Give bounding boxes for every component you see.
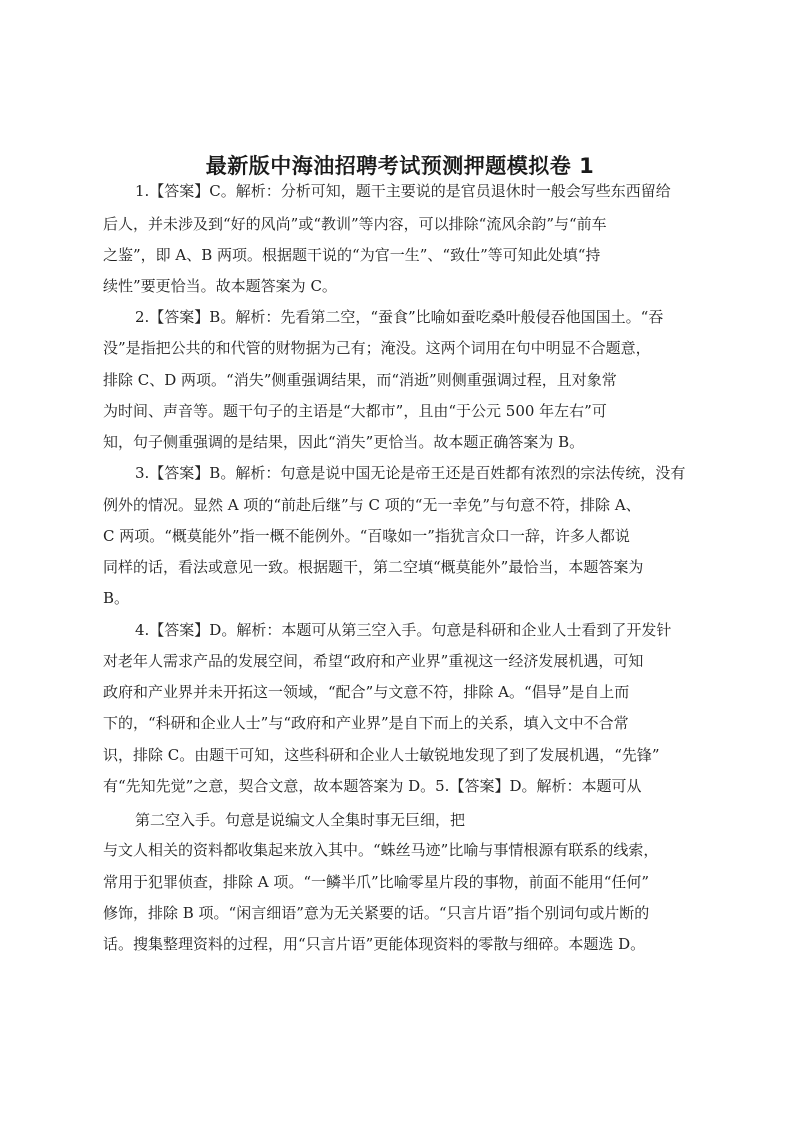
answer-3-line-2: 例外的情况。显然 A 项的“前赴后继”与 C 项的“无一幸免”与句意不符，排除 A、	[103, 496, 641, 514]
answer-2-line-2: 没”是指把公共的和代管的财物据为己有；淹没。这两个词用在句中明显不合题意，	[103, 339, 651, 357]
answer-5-line-4: 修饰，排除 B 项。“闲言细语”意为无关紧要的话。“只言片语”指个别词句或片断的	[103, 904, 650, 922]
answer-3-line-4: 同样的话，看法或意见一致。根据题干，第二空填“概莫能外”最恰当，本题答案为	[103, 558, 644, 576]
answer-1-line-1: 1.【答案】C。解析：分析可知，题干主要说的是官员退休时一般会写些东西留给	[135, 182, 671, 200]
answer-2-line-4: 为时间、声音等。题干句子的主语是“大都市”，且由“于公元 500 年左右”可	[103, 402, 607, 420]
answer-3-line-3: C 两项。“概莫能外”指一概不能例外。“百喙如一”指犹言众口一辞，许多人都说	[103, 527, 630, 545]
answer-2-line-5: 知，句子侧重强调的是结果，因此“消失”更恰当。故本题正确答案为 B。	[103, 433, 585, 451]
answer-1-line-4: 续性”要更恰当。故本题答案为 C。	[103, 277, 337, 295]
answer-3-line-1: 3.【答案】B。解析：句意是说中国无论是帝王还是百姓都有浓烈的宗法传统，没有	[135, 464, 686, 482]
answer-5-line-2: 与文人相关的资料都收集起来放入其中。“蛛丝马迹”比喻与事情根源有联系的线索，	[103, 841, 659, 859]
answer-3-line-5: B。	[103, 589, 130, 607]
answer-4-line-2: 对老年人需求产品的发展空间，希望“政府和产业界”重视这一经济发展机遇，可知	[103, 652, 644, 670]
document-title: 最新版中海油招聘考试预测押题模拟卷 1	[205, 154, 595, 178]
answer-2-line-3: 排除 C、D 两项。“消失”侧重强调结果，而“消逝”则侧重强调过程，且对象常	[103, 371, 617, 389]
answer-4-line-6: 有“先知先觉”之意，契合文意，故本题答案为 D。5.【答案】D。解析：本题可从	[103, 777, 642, 795]
answer-4-line-4: 下的，“科研和企业人士”与“政府和产业界”是自下而上的关系，填入文中不合常	[103, 714, 629, 732]
answer-1-line-3: 之鉴”，即 A、B 两项。根据题干说的“为官一生”、“致仕”等可知此处填“持	[103, 246, 601, 264]
answer-4-line-5: 识，排除 C。由题干可知，这些科研和企业人士敏锐地发现了到了发展机遇，“先锋”	[103, 746, 660, 764]
answer-4-line-3: 政府和产业界并未开拓这一领域，“配合”与文意不符，排除 A。“倡导”是自上而	[103, 683, 630, 701]
answer-5-line-3: 常用于犯罪侦查，排除 A 项。“一鳞半爪”比喻零星片段的事物，前面不能用“任何”	[103, 873, 650, 891]
answer-4-line-1: 4.【答案】D。解析：本题可从第三空入手。句意是科研和企业人士看到了开发针	[135, 621, 672, 639]
answer-5-line-1: 第二空入手。句意是说编文人全集时事无巨细，把	[135, 811, 466, 829]
answer-5-line-5: 话。搜集整理资料的过程，用“只言片语”更能体现资料的零散与细碎。本题选 D。	[103, 935, 646, 953]
answer-1-line-2: 后人，并未涉及到“好的风尚”或“教训”等内容，可以排除“流风余韵”与“前车	[103, 215, 607, 233]
answer-2-line-1: 2.【答案】B。解析：先看第二空，“蚕食”比喻如蚕吃桑叶般侵吞他国国土。“吞	[135, 308, 664, 326]
